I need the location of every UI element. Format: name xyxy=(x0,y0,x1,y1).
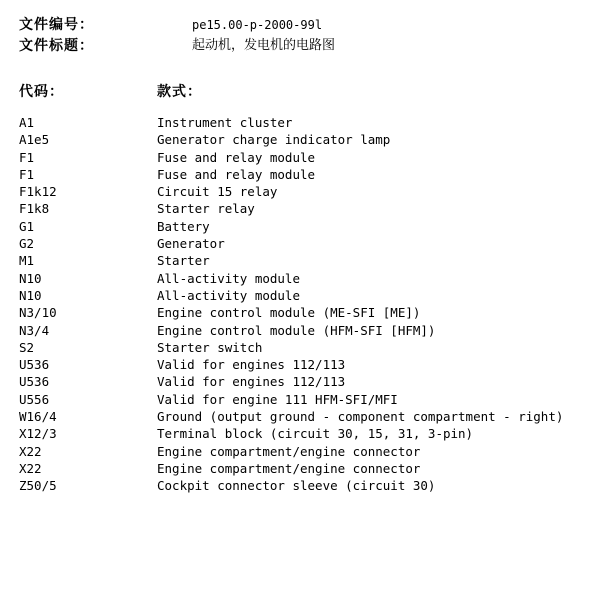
item-description: Starter switch xyxy=(157,339,263,355)
list-item xyxy=(19,443,599,460)
list-item xyxy=(19,218,599,235)
list-item xyxy=(19,322,599,339)
item-code: N10 xyxy=(19,287,42,303)
list-item xyxy=(19,287,599,304)
item-description: Fuse and relay module xyxy=(157,149,316,165)
list-item xyxy=(19,408,599,425)
item-code: F1 xyxy=(19,166,35,182)
item-code: A1 xyxy=(19,115,35,130)
item-description: Engine compartment/engine connector xyxy=(157,460,421,476)
list-item xyxy=(19,149,599,166)
list-item xyxy=(19,183,599,200)
item-description: Generator charge indicator lamp xyxy=(157,132,391,148)
list-item xyxy=(19,200,599,217)
item-description: Cockpit connector sleeve (circuit 30) xyxy=(157,478,436,494)
list-item xyxy=(19,373,599,390)
item-description: Starter relay xyxy=(157,201,255,217)
document-title-row xyxy=(19,36,579,56)
item-code: F1k12 xyxy=(19,184,57,200)
document-number-label: 文件编号： xyxy=(19,17,94,33)
item-description: Valid for engines 112/113 xyxy=(157,374,346,390)
item-description: All-activity module xyxy=(157,270,300,286)
list-item xyxy=(19,304,599,321)
item-code: U556 xyxy=(19,391,50,407)
item-code: S2 xyxy=(19,339,35,355)
document-number-row xyxy=(19,15,579,35)
item-description: Battery xyxy=(157,218,210,234)
list-item xyxy=(19,477,599,494)
list-item xyxy=(19,270,599,287)
list-item xyxy=(19,235,599,252)
list-item xyxy=(19,166,599,183)
item-code: N10 xyxy=(19,270,42,286)
item-description: Fuse and relay module xyxy=(157,166,316,182)
item-code: F1 xyxy=(19,149,35,165)
document-title-label: 文件标题： xyxy=(19,38,94,54)
list-item xyxy=(19,425,599,442)
list-item xyxy=(19,460,599,477)
item-description: Valid for engine 111 HFM-SFI/MFI xyxy=(157,391,398,407)
item-code: G2 xyxy=(19,236,35,252)
list-item xyxy=(19,356,599,373)
item-code: M1 xyxy=(19,253,35,269)
document-title-value: 起动机，发电机的电路图 xyxy=(192,38,336,53)
list-item xyxy=(19,131,599,148)
item-code: Z50/5 xyxy=(19,478,57,494)
item-description: All-activity module xyxy=(157,287,300,303)
code-column-header: 代码： xyxy=(19,84,64,100)
item-description: Starter xyxy=(157,253,210,269)
item-code: U536 xyxy=(19,374,50,390)
component-list xyxy=(19,114,599,495)
item-description: Valid for engines 112/113 xyxy=(157,357,346,373)
item-code: W16/4 xyxy=(19,409,57,425)
item-code: X12/3 xyxy=(19,426,57,442)
title-column-header: 款式： xyxy=(157,84,202,100)
item-description: Terminal block (circuit 30, 15, 31, 3-pin) xyxy=(157,426,474,442)
item-code: U536 xyxy=(19,357,50,373)
item-description: Ground (output ground - component compartment - right) xyxy=(157,409,564,425)
item-code: N3/10 xyxy=(19,305,57,321)
item-description: Engine control module (HFM-SFI [HFM]) xyxy=(157,322,436,338)
item-code: N3/4 xyxy=(19,322,50,338)
item-description: Generator xyxy=(157,236,225,252)
list-item xyxy=(19,114,599,131)
item-code: G1 xyxy=(19,218,35,234)
item-code: F1k8 xyxy=(19,201,50,217)
list-item xyxy=(19,339,599,356)
item-description: Circuit 15 relay xyxy=(157,184,278,200)
list-item xyxy=(19,252,599,269)
table-header xyxy=(19,82,579,102)
item-code: X22 xyxy=(19,443,42,459)
item-description: Engine compartment/engine connector xyxy=(157,443,421,459)
item-description: Instrument cluster xyxy=(157,115,293,130)
document-number-value: pe15.00-p-2000-99l xyxy=(192,18,323,32)
item-code: X22 xyxy=(19,460,42,476)
list-item xyxy=(19,391,599,408)
item-code: A1e5 xyxy=(19,132,50,148)
item-description: Engine control module (ME-SFI [ME]) xyxy=(157,305,421,321)
